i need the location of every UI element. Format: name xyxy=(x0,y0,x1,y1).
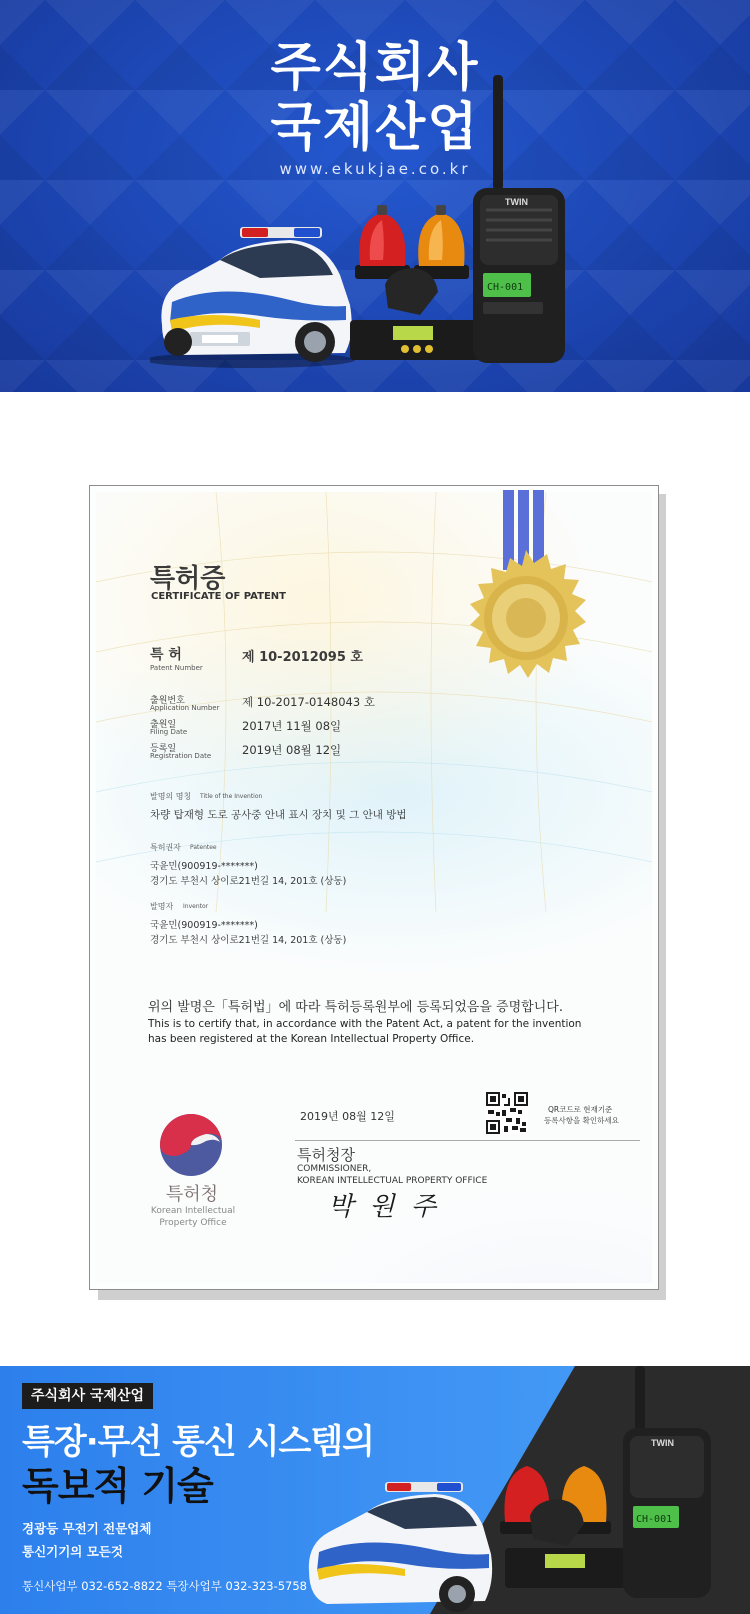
footer-radio-display-text: CH-001 xyxy=(636,1514,673,1525)
footer-banner xyxy=(0,1366,750,1614)
inventor-name: 국윤민(900919-*******) xyxy=(150,920,258,931)
commissioner-title-en-1: COMMISSIONER, xyxy=(297,1164,372,1174)
certification-statement-en-1: This is to certify that, in accordance with the Patent Act, a patent for the invention xyxy=(148,1018,582,1030)
company-title-line1: 주식회사 xyxy=(270,38,480,98)
footer-headline-2: 독보적 기술 xyxy=(22,1464,213,1508)
kipo-logo-en-2: Property Office xyxy=(159,1218,227,1228)
certification-statement-en-2: has been registered at the Korean Intellectual Property Office. xyxy=(148,1033,475,1045)
footer-tagline-1: 경광등 무전기 전문업체 xyxy=(22,1521,152,1536)
filing-date-label-en: Filing Date xyxy=(150,728,188,736)
radio-display-text: CH-001 xyxy=(487,282,524,293)
qr-note-line1: QR코드로 현재기준 xyxy=(548,1105,613,1114)
kipo-logo-icon xyxy=(158,1112,224,1178)
amber-siren-image xyxy=(414,205,469,279)
hero-banner xyxy=(0,0,750,392)
kipo-logo-en-1: Korean Intellectual xyxy=(150,1206,236,1216)
registration-date-label: 등록일 xyxy=(150,744,177,754)
filing-date-value: 2017년 11월 08일 xyxy=(242,719,342,733)
radio-brand-label: TWIN xyxy=(505,197,528,207)
patentee-name: 국윤민(900919-*******) xyxy=(150,861,258,872)
patentee-label-en: Patentee xyxy=(190,844,217,851)
patent-number-label: 특 허 xyxy=(150,647,182,663)
company-title-line2: 국제산업 xyxy=(270,98,480,158)
website-link[interactable]: www.ekukjae.co.kr xyxy=(279,160,471,178)
certificate-title-kr: 특허증 xyxy=(150,564,226,594)
patent-number-label-en: Patent Number xyxy=(150,664,203,672)
products-illustration xyxy=(150,70,590,370)
patent-certificate xyxy=(89,485,659,1290)
patentee-address: 경기도 부천시 상이로21번길 14, 201호 (상동) xyxy=(150,876,347,887)
footer-products-illustration xyxy=(305,1366,745,1614)
issue-date: 2019년 08월 12일 xyxy=(300,1110,395,1123)
police-car-image xyxy=(150,227,355,368)
kipo-logo-name: 특허청 xyxy=(165,1184,219,1205)
patentee-label: 특허권자 xyxy=(150,843,181,852)
footer-tagline-2: 통신기기의 모든것 xyxy=(22,1544,123,1559)
application-number-value: 제 10-2017-0148043 호 xyxy=(242,695,375,709)
application-number-label-en: Application Number xyxy=(150,704,220,712)
certificate-title-en: CERTIFICATE OF PATENT xyxy=(151,591,286,602)
footer-radio-brand-label: TWIN xyxy=(651,1438,674,1448)
invention-title-label-en: Title of the Invention xyxy=(200,793,263,800)
application-number-label: 출원번호 xyxy=(150,696,185,706)
inventor-label-en: Inventor xyxy=(183,903,209,910)
certification-statement-kr: 위의 발명은「특허법」에 따라 특허등록원부에 등록되었음을 증명합니다. xyxy=(148,1000,563,1015)
gold-medal-seal xyxy=(458,490,608,700)
invention-title-value: 차량 탑재형 도로 공사중 안내 표시 장치 및 그 안내 방법 xyxy=(150,809,407,821)
qr-code-icon[interactable] xyxy=(486,1092,528,1134)
registration-date-label-en: Registration Date xyxy=(150,752,212,760)
footer-headline-1: 특장·무선 통신 시스템의 xyxy=(22,1422,375,1462)
commissioner-title-kr: 특허청장 xyxy=(297,1146,355,1164)
filing-date-label: 출원일 xyxy=(150,720,177,730)
registration-date-value: 2019년 08월 12일 xyxy=(242,743,342,757)
qr-note-line2: 등록사항을 확인하세요 xyxy=(544,1116,619,1125)
signature-divider xyxy=(295,1140,640,1141)
inventor-label: 발명자 xyxy=(150,902,174,911)
invention-title-label: 발명의 명칭 xyxy=(150,792,192,801)
commissioner-signature: 박 원 주 xyxy=(328,1192,440,1222)
commissioner-title-en-2: KOREAN INTELLECTUAL PROPERTY OFFICE xyxy=(297,1176,488,1186)
red-siren-image xyxy=(355,205,410,279)
footer-police-car-image xyxy=(309,1482,492,1612)
patent-number-value: 제 10-2012095 호 xyxy=(242,650,363,665)
footer-handheld-radio-image xyxy=(623,1366,711,1598)
handheld-radio-image xyxy=(473,75,565,363)
company-badge: 주식회사 국제산업 xyxy=(22,1383,153,1409)
footer-contact: 통신사업부 032-652-8822 특장사업부 032-323-5758 xyxy=(22,1579,307,1593)
inventor-address: 경기도 부천시 상이로21번길 14, 201호 (상동) xyxy=(150,935,347,946)
